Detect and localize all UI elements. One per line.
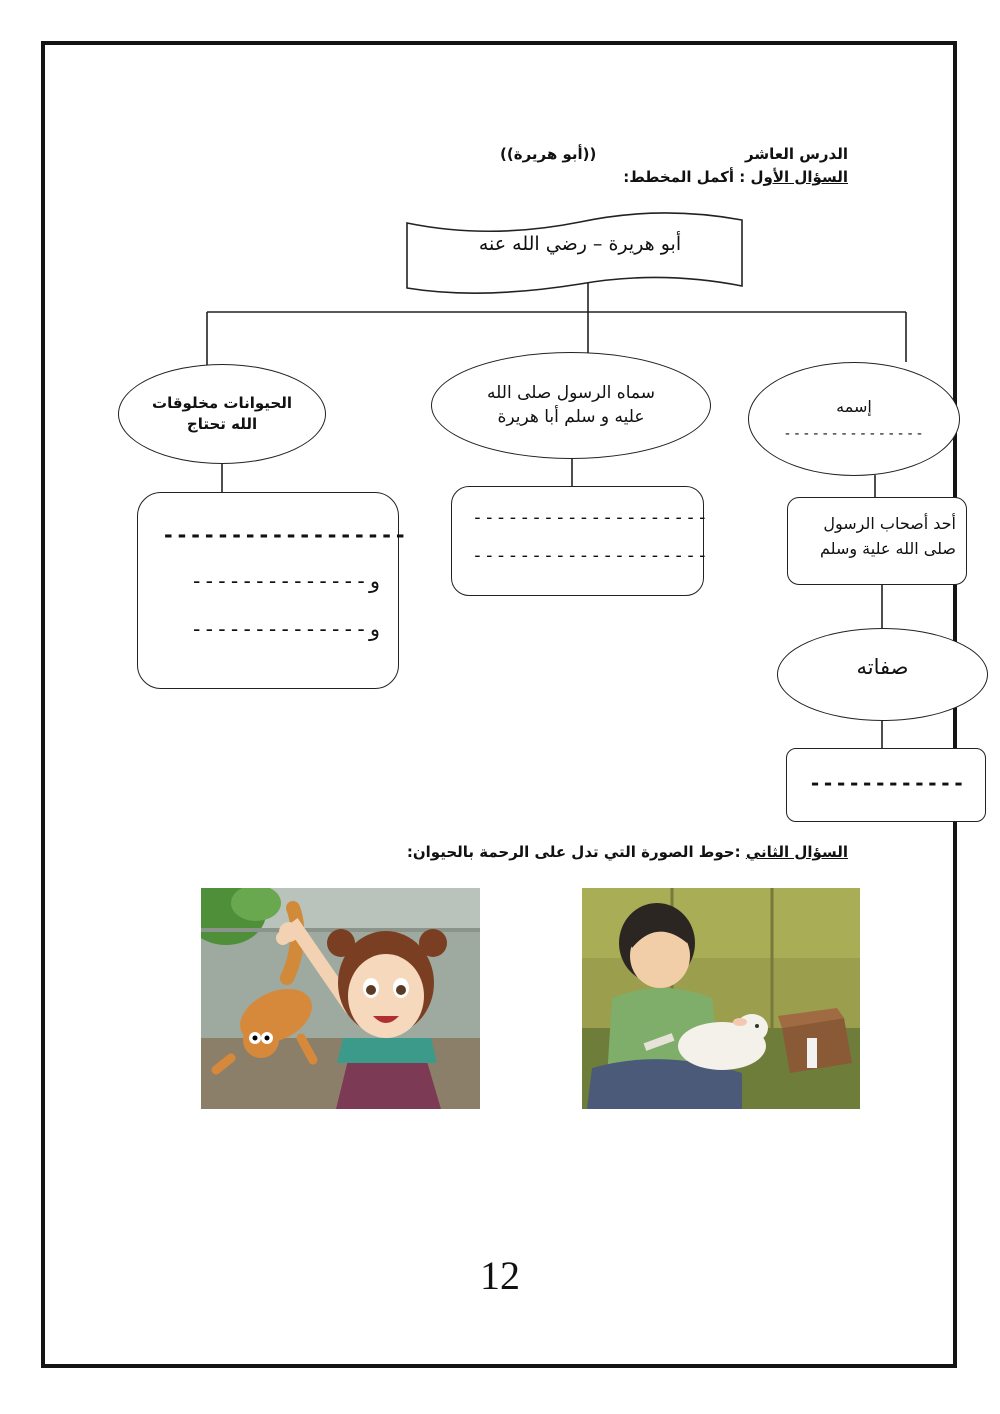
oval-animals-line-1: الحيوانات مخلوقات <box>152 394 292 412</box>
oval-name-blank: --------------- <box>783 425 925 442</box>
oval-traits-label: صفاته <box>856 654 909 679</box>
oval-nickname-line-2: عليه و سلم أبا هريرة <box>497 406 645 427</box>
box-companion-line-2: صلى الله علية وسلم <box>820 538 956 558</box>
question-2-text: :حوط الصورة التي تدل على الرحمة بالحيوان: <box>406 843 741 861</box>
box-traits-answer <box>786 748 986 822</box>
banner-title: أبو هريرة – رضي الله عنه <box>478 233 682 255</box>
box-nickname-answer <box>451 486 709 596</box>
page-number: 12 <box>480 1253 520 1298</box>
box-companion-line-1: أحد أصحاب الرسول <box>823 514 956 533</box>
box-nickname-blank-1[interactable]: -------------------- <box>472 507 709 528</box>
box-companion <box>787 497 967 585</box>
oval-nickname <box>431 352 711 459</box>
box-traits-blank[interactable]: ------------ <box>809 771 966 795</box>
lesson-name: ((أبو هريرة)) <box>500 145 597 163</box>
oval-name <box>748 362 960 476</box>
picture-girl-with-cat[interactable] <box>201 888 480 1109</box>
oval-animals <box>118 364 326 464</box>
box-animals-blank-1[interactable]: ------------------ <box>162 523 408 547</box>
question-2 <box>407 843 848 861</box>
box-companion-text <box>820 512 956 562</box>
box-animals-blank-3[interactable]: و-------------- <box>190 617 380 641</box>
question-2-label: السؤال الثاني <box>745 843 848 861</box>
oval-animals-line-2: الله تحتاج <box>186 415 258 433</box>
boy-lamb-illustration <box>582 888 860 1109</box>
oval-nickname-line-1: سماه الرسول صلى الله <box>487 382 655 403</box>
oval-name-label: إسمه <box>836 396 872 416</box>
girl-cat-illustration <box>201 888 480 1109</box>
box-animals-answer <box>137 492 408 689</box>
lesson-title: الدرس العاشر <box>745 145 848 163</box>
question-1-text: : أكمل المخطط: <box>623 168 746 186</box>
picture-boy-with-lamb[interactable] <box>582 888 860 1109</box>
box-nickname-blank-2[interactable]: -------------------- <box>472 545 709 566</box>
box-animals-blank-2[interactable]: و-------------- <box>190 569 380 593</box>
oval-traits <box>777 628 988 721</box>
question-1-label: السؤال الأول <box>750 168 848 186</box>
